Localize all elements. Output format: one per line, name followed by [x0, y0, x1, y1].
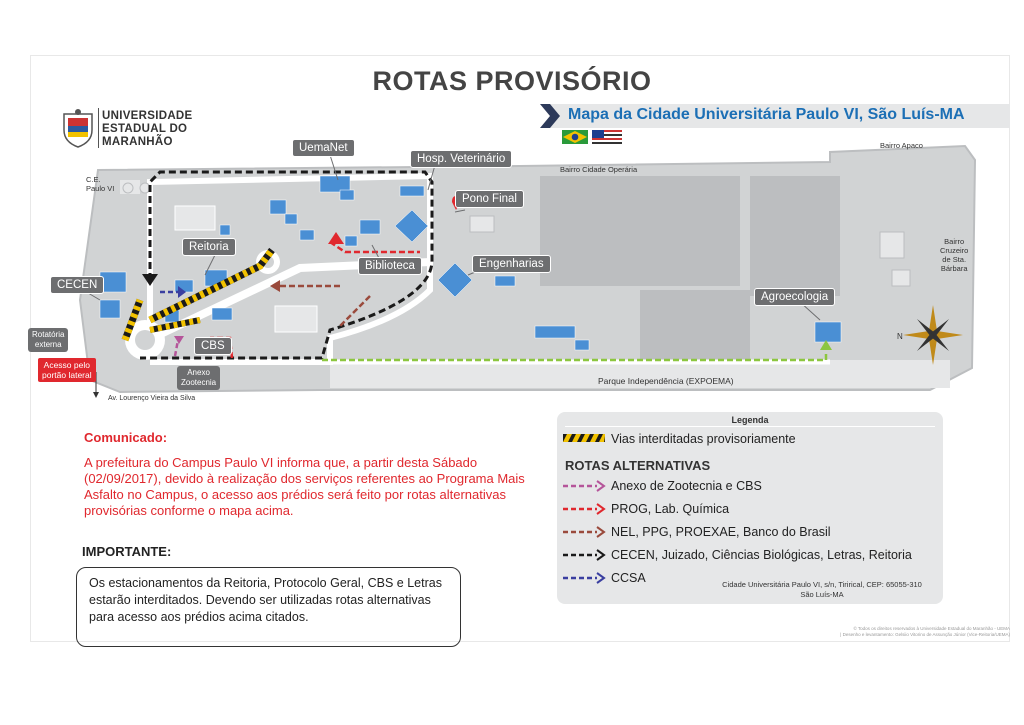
logo-line-3: MARANHÃO [102, 136, 173, 148]
route-swatch-blue [563, 572, 607, 584]
legend-route-3: NEL, PPG, PROEXAE, Banco do Brasil [611, 525, 831, 539]
acesso-line-2: portão lateral [42, 370, 92, 380]
district-block [540, 176, 740, 286]
copyright-line-2: | Desenho e levantamento: Gelsiio Vitorino de Assunção Júnior (Vice-Reitoria/UEMA) [840, 632, 1010, 637]
ce-line-1: C.E. [86, 175, 101, 184]
copyright [760, 626, 1010, 638]
label-acesso-portao [38, 358, 96, 382]
anexo-line-1: Anexo [187, 368, 210, 377]
label-anexo-zootecnia [177, 366, 220, 390]
label-engenharias: Engenharias [472, 255, 551, 273]
route-swatch-red [563, 503, 607, 515]
label-parque: Parque Independência (EXPOEMA) [598, 376, 734, 386]
importante-box [76, 567, 461, 647]
route-swatch-black [563, 549, 607, 561]
interdicted-swatch [563, 434, 607, 444]
comunicado-text: A prefeitura do Campus Paulo VI informa que, a partir desta Sábado (02/09/2017), devido à realização dos serviços referentes ao Programa Mais Asfalto no Campus, o acesso aos prédios será feito por rotas alternativas provisórias conforme o mapa acima. [84, 455, 525, 518]
label-avenida: Av. Lourenço Vieira da Silva [108, 395, 196, 402]
map-title: Mapa da Cidade Universitária Paulo VI, São Luís-MA [568, 106, 965, 123]
address-line-2: São Luís-MA [800, 590, 844, 599]
legend-route-4: CECEN, Juizado, Ciências Biológicas, Letras, Reitoria [611, 548, 912, 562]
route-swatch-purple [563, 480, 607, 492]
label-ce-paulo-vi [86, 175, 114, 193]
rotatoria-line-1: Rotatória [32, 330, 65, 339]
sports-field [275, 306, 317, 332]
label-ponto-final: Pono Final [455, 190, 524, 208]
importante-title: IMPORTANTE: [82, 544, 172, 559]
label-bairro-cruzeiro [940, 237, 968, 273]
district-block [640, 290, 750, 360]
importante-text: Os estacionamentos da Reitoria, Protocolo Geral, CBS e Letras estarão interditados. Devendo ser utilizadas rotas alternativas para acesso aos prédios acima citados. [89, 576, 442, 624]
legend-route-5: CCSA [611, 571, 646, 585]
legend-title: Legenda [731, 415, 769, 425]
cruzeiro-line-3: de Sta. [942, 255, 967, 264]
label-cecen: CECEN [50, 276, 104, 294]
label-agroecologia: Agroecologia [754, 288, 835, 306]
label-bairro-operaria: Bairro Cidade Operária [560, 165, 638, 174]
compass-north: N [897, 332, 903, 341]
legend-address [707, 580, 937, 600]
legend-route-1: Anexo de Zootecnia e CBS [611, 479, 762, 493]
sports-field [175, 206, 215, 230]
address-line-1: Cidade Universitária Paulo VI, s/n, Tirirical, CEP: 65055-310 [722, 580, 922, 589]
anexo-line-2: Zootecnia [181, 378, 217, 387]
label-bairro-apaco: Bairro Apaco [880, 141, 923, 150]
legend-panel [557, 412, 943, 604]
logo-line-2: ESTADUAL DO [102, 123, 188, 135]
acesso-line-1: Acesso pelo [43, 360, 90, 370]
legend-interdicted: Vias interditadas provisoriamente [611, 432, 796, 446]
comunicado-title: Comunicado: [84, 430, 168, 445]
legend-alt-heading: ROTAS ALTERNATIVAS [565, 458, 711, 473]
route-swatch-brown [563, 526, 607, 538]
cruzeiro-line-1: Bairro [944, 237, 965, 246]
page-title: ROTAS PROVISÓRIO [372, 66, 652, 96]
cruzeiro-line-4: Bárbara [940, 264, 968, 273]
label-hosp-veterinario: Hosp. Veterinário [410, 150, 512, 168]
logo-line-1: UNIVERSIDADE [102, 110, 193, 122]
ce-line-2: Paulo VI [86, 184, 115, 193]
cruzeiro-line-2: Cruzeiro [940, 246, 969, 255]
label-rotatoria-externa [28, 328, 68, 352]
rotatoria-line-2: externa [34, 340, 62, 349]
legend-route-2: PROG, Lab. Química [611, 502, 730, 516]
label-biblioteca: Biblioteca [358, 257, 422, 275]
label-reitoria: Reitoria [182, 238, 236, 256]
label-uemanet: UemaNet [292, 139, 355, 157]
copyright-line-1: © Todos os direitos reservados à Universidade Estadual do Maranhão - UEMA [853, 626, 1010, 631]
label-cbs: CBS [194, 337, 232, 355]
district-block [750, 176, 840, 296]
